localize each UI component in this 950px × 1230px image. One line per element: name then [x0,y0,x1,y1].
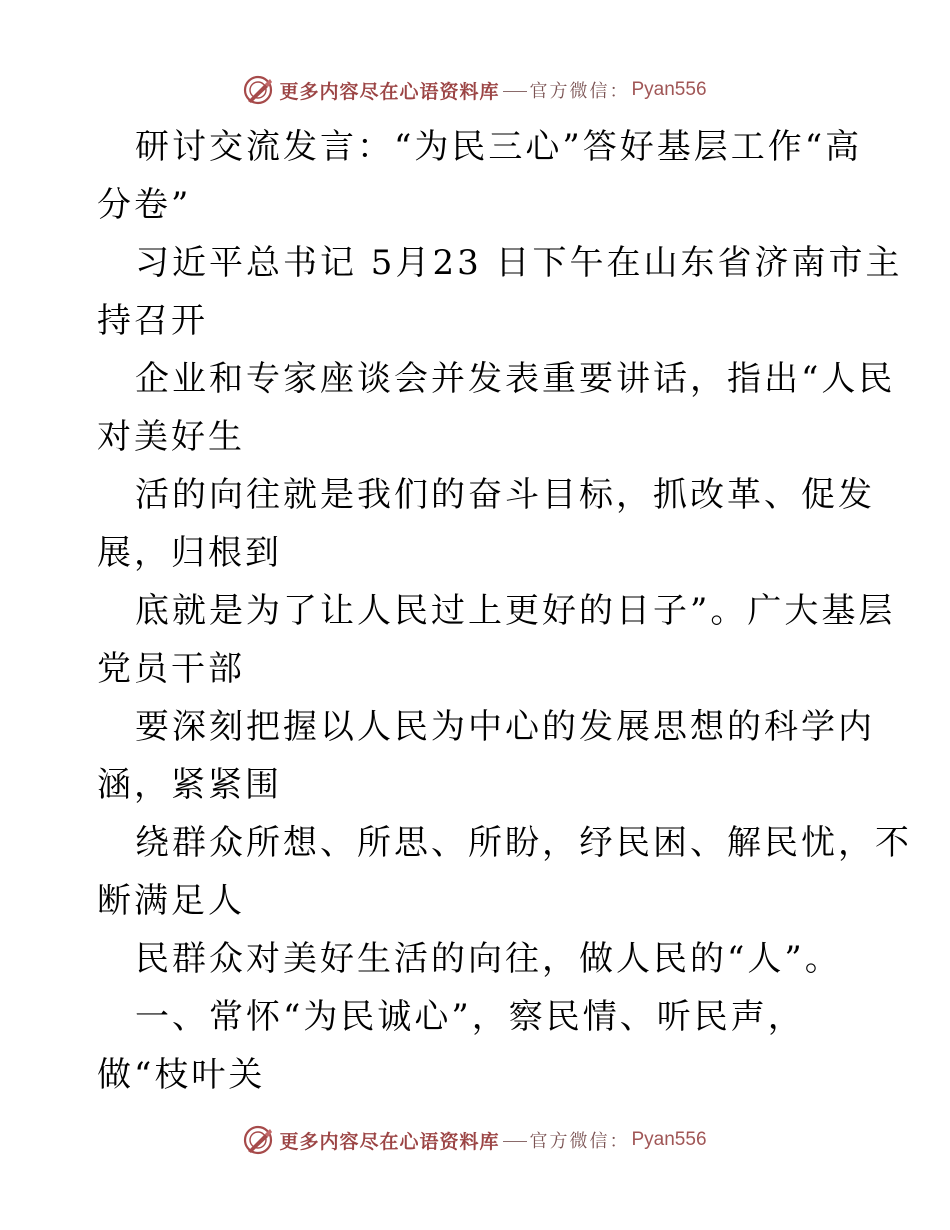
footer-watermark [0,1120,950,1160]
watermark-wechat-id: Pyan556 [631,1129,707,1150]
pen-logo-icon [243,75,273,105]
pen-logo-icon [243,1125,273,1155]
text-line: 底就是为了让人民过上更好的日子”。广大基层 [135,591,896,631]
text-line: 持召开 [97,301,208,341]
text-line: 做“枝叶关 [97,1055,266,1095]
watermark-dash [503,1141,527,1142]
text-line: 习近平总书记 5月23 日下午在山东省济南市主 [135,243,903,283]
text-line: 企业和专家座谈会并发表重要讲话，指出“人民 [135,359,896,399]
header-watermark [0,70,950,110]
text-line: 民群众对美好生活的向往，做人民的“人”。 [135,939,842,979]
text-line: 分卷” [97,185,192,225]
watermark-official-label: 官方微信： [529,1131,630,1152]
watermark-brand-text: 更多内容尽在心语资料库 [279,1130,500,1153]
text-line: 断满足人 [97,881,245,921]
document-body [97,118,912,1104]
text-line: 党员干部 [97,649,245,689]
text-line: 活的向往就是我们的奋斗目标，抓改革、促发 [135,475,875,515]
text-line: 一、常怀“为民诚心”，察民情、听民声， [135,997,805,1037]
text-line: 研讨交流发言：“为民三心”答好基层工作“高 [135,127,863,167]
watermark-brand-text: 更多内容尽在心语资料库 [279,80,500,103]
watermark-dash [503,91,527,92]
text-line: 展，归根到 [97,533,282,573]
text-line: 绕群众所想、所思、所盼，纾民困、解民忧，不 [135,823,912,863]
text-line: 要深刻把握以人民为中心的发展思想的科学内 [135,707,875,747]
watermark-official-label: 官方微信： [529,81,630,102]
text-line: 涵，紧紧围 [97,765,282,805]
watermark-wechat-id: Pyan556 [631,79,707,100]
text-line: 对美好生 [97,417,245,457]
